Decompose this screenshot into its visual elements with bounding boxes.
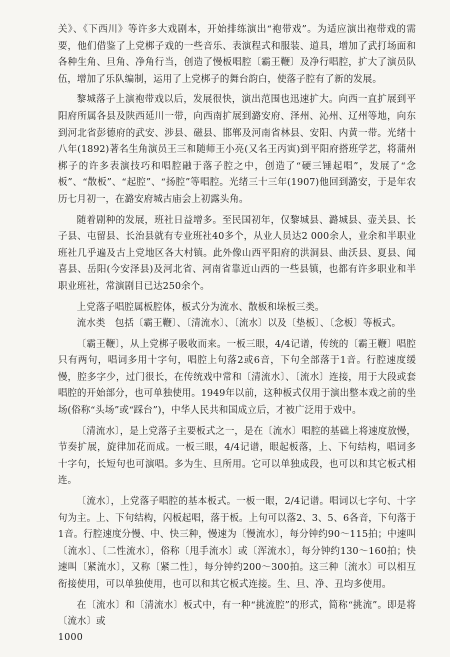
paragraph-aria-structure: 上党落子唱腔属板腔体，板式分为流水、散板和垛板三类。 (76, 301, 325, 313)
paragraph-tiaoliu: 在〔流水〕和〔清流水〕板式中，有一种“挑流腔”的形式，简称“挑流”。即是将〔流水〕或 (58, 599, 416, 628)
paragraph-liushui: 〔流水〕，上党落子唱腔的基本板式。一板一眼，2/4记谱。唱词以七字句、十字句为主。上、下句结构，闪板起唱，落于板。上句可以落2、3、5、6各音，下句落于1音。行腔速度分慢、中、快三种，慢速为〔慢流水〕，每分钟约90～115拍；中速叫〔流水〕、〔二性流水〕，俗称〔甩手流水〕或〔浑流水〕，每分钟约130～160拍；快速叫〔紧流水〕，又称〔紧二性〕，每分钟约200～300拍。这三种〔流水〕可以相互衔接使用，可以单独使用，也可以和其它板式连接。生、旦、净、丑均多使用。 (58, 496, 416, 590)
paragraph-liushui-category: 流水类 包括〔霸王鞭〕、〔清流水〕、〔流水〕以及〔垫板〕、〔念板〕等板式。 (76, 318, 402, 330)
paragraph-continuation: 关》、《下西川》等许多大戏剧本，开始排练演出“袍带戏”。为适应演出袍带戏的需要，他们借鉴了上党梆子戏的一些音乐、表演程式和服装、道具，增加了武打场面和各种生角、旦角、净角行当，创造了慢板唱腔〔霸王鞭〕及净行唱腔，扩大了演员队伍，增加了乐队编制，运用了上党梆子的舞台韵白，使落子腔有了新的发展。 (58, 24, 416, 85)
paragraph-troupe-growth: 随着剧种的发展，班社日益增多。至民国初年，仅黎城县、潞城县、壶关县、长子县、屯留县、长治县就有专业班社40多个，从业人员达2 000余人，业余和半职业班社几乎遍及古上党地区各大村镇。此外像山西平阳府的洪洞县、曲沃县、夏县、闻喜县、岳阳(今安泽县)及河北省、河南省靠近山西的一些县镇，也都有许多职业和半职业班社，常演剧目已达250余个。 (58, 214, 416, 292)
paragraph-bawangbian: 〔霸王鞭〕，从上党梆子吸收而来。一板三眼，4/4记谱，传统的〔霸王鞭〕唱腔只有两句，唱词多用十字句，唱腔上句落2或6音，下句全部落于1音。行腔速度缓慢，腔多字少，过门很长，在传统戏中常和〔清流水〕、〔流水〕连接，用于大段或套唱腔的开始部分，也可单独使用。1949年以前，这种板式仅用于演出整本戏之前的坐场(俗称“头场”或“踩台”)，中华人民共和国成立后，才被广泛用于戏中。 (58, 338, 416, 417)
page-number: 1000 (58, 632, 84, 643)
paragraph-qingliushui: 〔清流水〕，是上党落子主要板式之一，是在〔流水〕唱腔的基础上将速度放慢，节奏扩展，旋律加花而成。一板三眼，4/4记谱，眼起板落，上、下句结构，唱词多十字句，长短句也可演唱。多为生、旦所用。它可以单独成段，也可以和其它板式相连。 (58, 425, 416, 487)
paragraph-licheng-history: 黎城落子上演袍带戏以后，发展很快，演出范围也迅速扩大。向西一直扩展到平阳府所属各县及陕西延川一带，向西南扩展到潞安府、泽州、沁州、辽州等地，向东到河北省彭德府的武安、涉县、磁县、邯郸及河南省林县、安阳、内黄一带。光绪十八年(1892)著名生角演员王三和随师王小亮(又名王丙寅)到平阳府搭班学艺，将蒲州梆子的许多表演技巧和唱腔融于落子腔之中，创造了“硬三锤起唱”，发展了“念板”、“散板”、“起腔”、“扬腔”等唱腔。光绪三十三年(1907)他回到潞安，于是年农历七月初一，在潞安府城古庙会上初露头角。 (58, 94, 416, 205)
